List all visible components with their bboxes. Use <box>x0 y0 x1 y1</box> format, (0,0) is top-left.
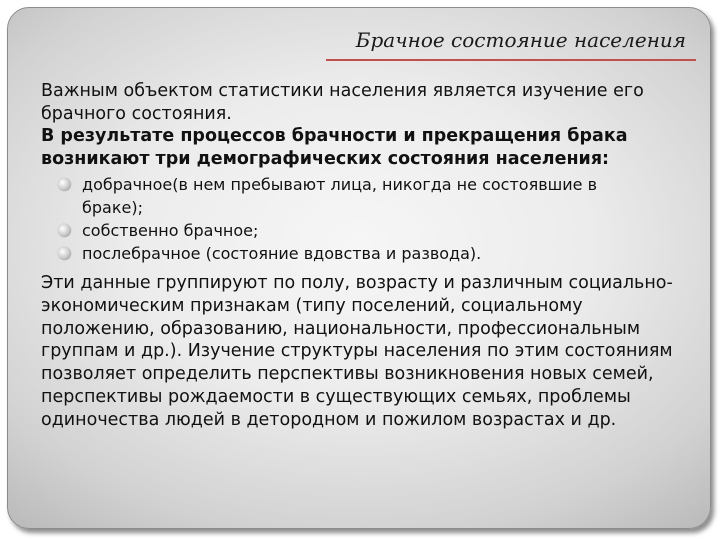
title-underline <box>326 59 696 61</box>
bold-statement: В результате процессов брачности и прекращения брака возникают три демографических состояния населения: <box>41 126 628 169</box>
slide-title: Брачное состояние населения <box>355 28 686 52</box>
slide-frame <box>7 7 711 529</box>
bullet-list <box>41 173 691 265</box>
slide-body <box>41 80 691 432</box>
bullet-text: послебрачное (состояние вдовства и развода). <box>82 244 482 263</box>
bullet-text: добрачное(в нем пребывают лица, никогда не состоявшие в браке); <box>82 175 598 217</box>
list-item <box>41 242 691 265</box>
sphere-bullet-icon <box>58 247 71 260</box>
bullet-text: собственно брачное; <box>82 221 259 240</box>
sphere-bullet-icon <box>58 178 71 191</box>
list-item <box>41 219 691 242</box>
list-item <box>41 173 691 219</box>
sphere-bullet-icon <box>58 224 71 237</box>
closing-paragraph: Эти данные группируют по полу, возрасту и различным социально-экономическим признакам (типу поселений, социальному положению, образованию, национальности, профессиональным группам и др.). Изучение структуры населения по этим состояниям позволяет определить перспективы возникновения новых семей, перспективы рождаемости в существующих семьях, проблемы одиночества людей в детородном и пожилом возрастах и др. <box>41 273 673 430</box>
intro-paragraph: Важным объектом статистики населения является изучение его брачного состояния. <box>41 81 644 124</box>
